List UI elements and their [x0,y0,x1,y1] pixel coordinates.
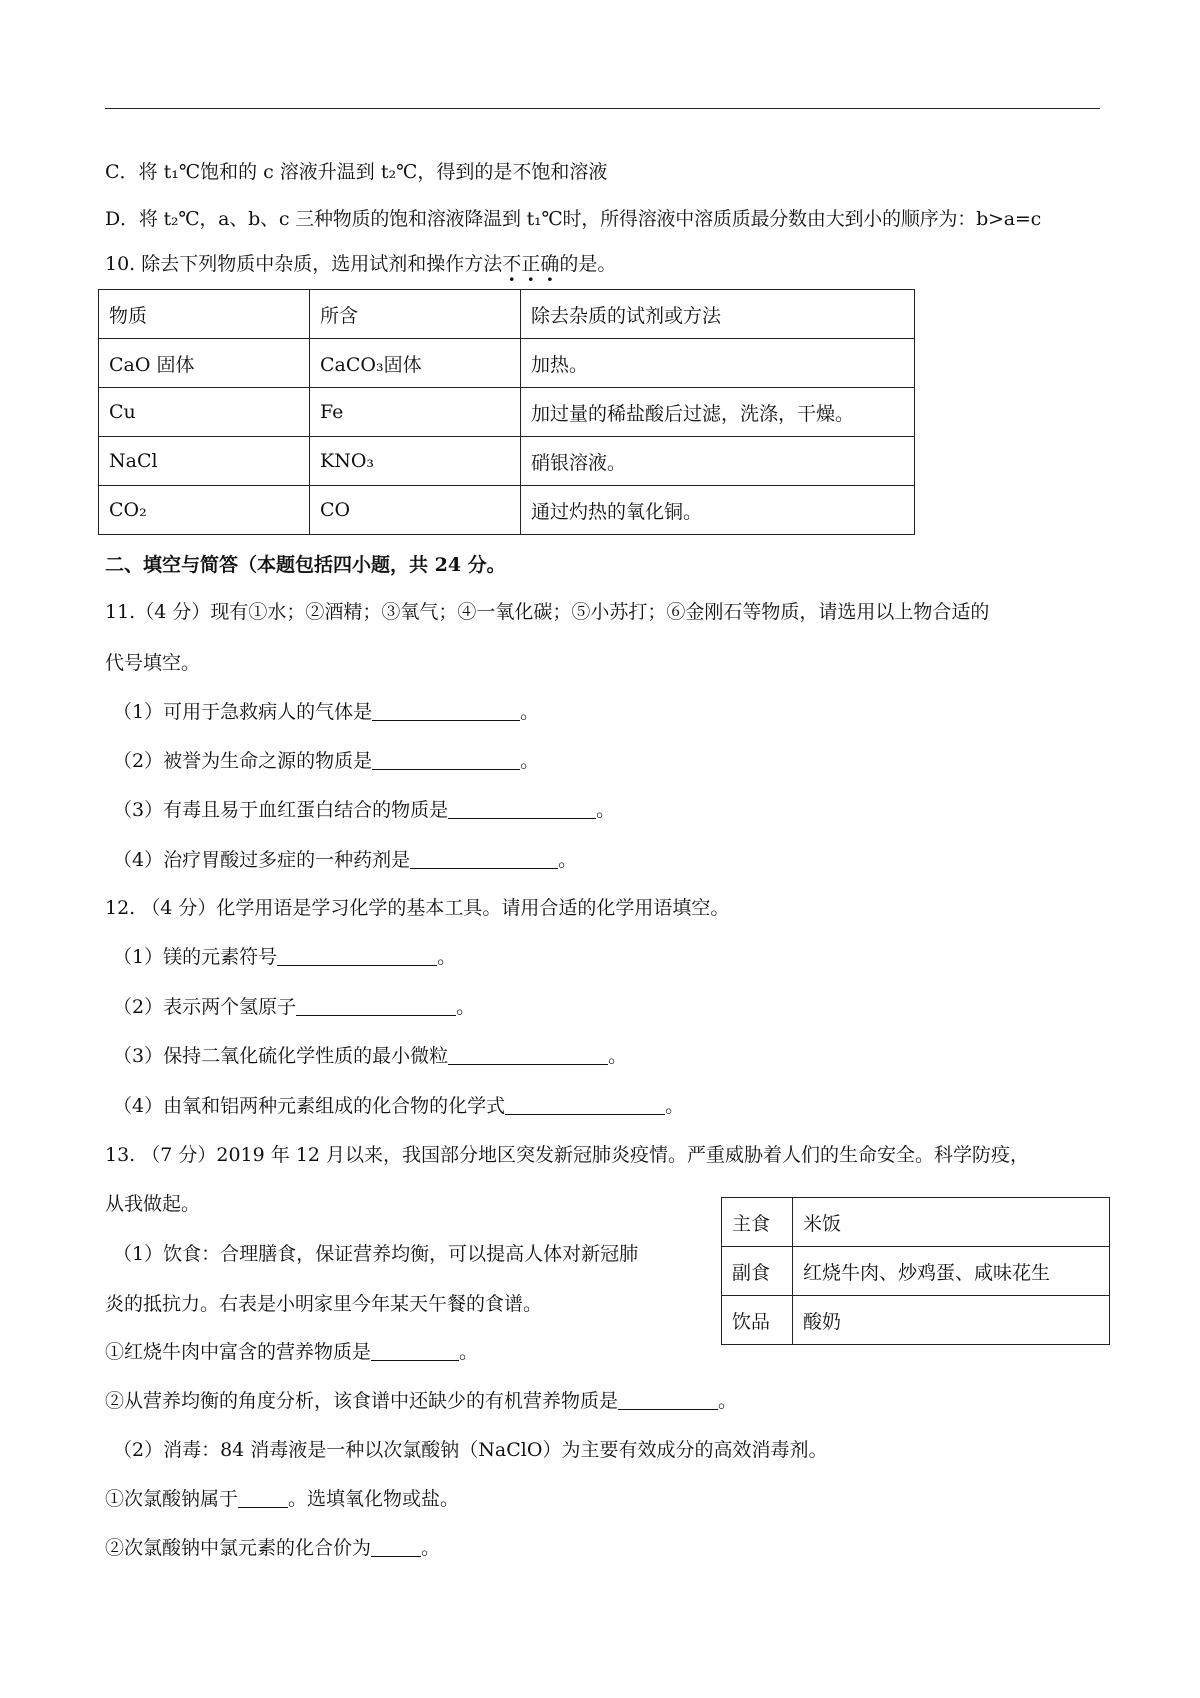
table-cell: Fe [310,388,521,437]
q13-sub-3-text: ①次氯酸钠属于 [105,1488,239,1510]
q11-item-3-text: （3）有毒且易于血红蛋白结合的物质是 [113,799,449,821]
q11-item-4-end: 。 [558,849,578,871]
table-cell: 酸奶 [793,1296,1110,1345]
q11-item-2 [113,746,539,773]
answer-blank[interactable] [448,1042,608,1065]
q12-item-2-end: 。 [456,996,476,1018]
q13-sub-2-text: ②从营养均衡的角度分析，该食谱中还缺少的有机营养物质是 [105,1390,619,1412]
table-cell: 米饭 [793,1198,1110,1247]
table-cell: 饮品 [722,1296,793,1345]
header-rule [105,108,1100,109]
table-row [722,1247,1110,1296]
q10-stem-pre: 10. 除去下列物质中杂质，选用试剂和操作方法 [105,253,503,275]
q12-item-3 [113,1041,627,1068]
q10-emphasis-char-2: 正 [521,253,541,275]
q10-stem-post: 的是。 [559,253,617,275]
q10-emphasis-char-1: 不 [502,253,522,275]
q12-item-2 [113,992,475,1019]
table-cell: 通过灼热的氧化铜。 [521,486,915,535]
q12-item-4-text: （4）由氧和铝两种元素组成的化合物的化学式 [113,1095,506,1117]
table-cell: CO₂ [99,486,310,535]
q13-sub-4-end: 。 [421,1537,441,1559]
table-cell: 加过量的稀盐酸后过滤，洗涤，干燥。 [521,388,915,437]
q13-sub-4-text: ②次氯酸钠中氯元素的化合价为 [105,1537,372,1559]
table-cell: CO [310,486,521,535]
q13-sub-1-text: ①红烧牛肉中富含的营养物质是 [105,1341,372,1363]
table-row [99,437,915,486]
table-cell: CaO 固体 [99,339,310,388]
q11-item-1-end: 。 [520,701,540,723]
table-cell: 副食 [722,1247,793,1296]
table-row [722,1198,1110,1247]
lunch-menu-table [721,1197,1110,1345]
table-row [722,1296,1110,1345]
option-c: C．将 t₁℃饱和的 c 溶液升温到 t₂℃，得到的是不饱和溶液 [105,161,608,183]
q12-item-3-end: 。 [608,1045,628,1067]
answer-blank[interactable] [505,1092,665,1115]
q12-item-2-text: （2）表示两个氢原子 [113,996,297,1018]
table-row [99,388,915,437]
section-2-heading: 二、填空与简答（本题包括四小题，共 24 分。 [105,554,506,576]
answer-blank[interactable] [371,1338,459,1361]
q11-item-2-text: （2）被誉为生命之源的物质是 [113,750,373,772]
answer-blank[interactable] [277,943,437,966]
q12-item-4-end: 。 [665,1095,685,1117]
answer-blank[interactable] [448,796,596,819]
answer-blank[interactable] [372,747,520,770]
question-11-stem-line-1: 11.（4 分）现有①水；②酒精；③氧气；④一氧化碳；⑤小苏打；⑥金刚石等物质，请选用以上物合适的 [105,601,990,623]
q13-sub-3-end: 。选填氧化物或盐。 [288,1488,460,1510]
q13-para-1-line-1: （1）饮食：合理膳食，保证营养均衡，可以提高人体对新冠肺 [113,1243,639,1265]
option-d: D．将 t₂℃，a、b、c 三种物质的饱和溶液降温到 t₁℃时，所得溶液中溶质质最分数由大到小的顺序为：b>a=c [105,208,1042,230]
table-header-row [99,290,915,339]
q12-item-1-text: （1）镁的元素符号 [113,946,278,968]
q10-emphasis-char-3: 确 [540,253,560,275]
q11-item-2-end: 。 [520,750,540,772]
q11-item-1 [113,697,539,724]
table-cell: KNO₃ [310,437,521,486]
answer-blank[interactable] [618,1387,718,1410]
q13-sub-3 [105,1484,459,1511]
table-cell: 红烧牛肉、炒鸡蛋、咸味花生 [793,1247,1110,1296]
q11-item-3 [113,795,615,822]
q11-item-1-text: （1）可用于急救病人的气体是 [113,701,373,723]
q13-sub-2 [105,1386,737,1413]
q13-sub-2-end: 。 [718,1390,738,1412]
q12-item-3-text: （3）保持二氧化硫化学性质的最小微粒 [113,1045,449,1067]
q11-item-4 [113,845,577,872]
q13-para-2: （2）消毒：84 消毒液是一种以次氯酸钠（NaClO）为主要有效成分的高效消毒剂。 [113,1439,828,1461]
table-header-cell: 所含 [310,290,521,339]
answer-blank[interactable] [372,698,520,721]
table-cell: 主食 [722,1198,793,1247]
question-10-stem [105,249,616,276]
q13-para-1-line-2: 炎的抵抗力。右表是小明家里今年某天午餐的食谱。 [105,1293,543,1315]
answer-blank[interactable] [371,1534,421,1557]
q11-item-3-end: 。 [596,799,616,821]
table-cell: 硝银溶液。 [521,437,915,486]
answer-blank[interactable] [238,1485,288,1508]
question-12-stem: 12. （4 分）化学用语是学习化学的基本工具。请用合适的化学用语填空。 [105,897,730,919]
question-13-stem-line-2: 从我做起。 [105,1193,201,1215]
impurity-removal-table [98,289,915,535]
answer-blank[interactable] [296,993,456,1016]
q12-item-4 [113,1091,684,1118]
table-header-cell: 物质 [99,290,310,339]
table-row [99,339,915,388]
q11-item-4-text: （4）治疗胃酸过多症的一种药剂是 [113,849,411,871]
q13-sub-1 [105,1337,478,1364]
question-11-stem-line-2: 代号填空。 [105,652,201,674]
q12-item-1-end: 。 [437,946,457,968]
question-13-stem-line-1: 13. （7 分）2019 年 12 月以来，我国部分地区突发新冠肺炎疫情。严重威胁着人们的生命安全。科学防疫， [105,1144,1030,1166]
table-header-cell: 除去杂质的试剂或方法 [521,290,915,339]
table-cell: 加热。 [521,339,915,388]
table-cell: CaCO₃固体 [310,339,521,388]
q12-item-1 [113,942,456,969]
table-cell: Cu [99,388,310,437]
q13-sub-1-end: 。 [459,1341,479,1363]
answer-blank[interactable] [410,846,558,869]
table-cell: NaCl [99,437,310,486]
table-row [99,486,915,535]
q13-sub-4 [105,1533,440,1560]
